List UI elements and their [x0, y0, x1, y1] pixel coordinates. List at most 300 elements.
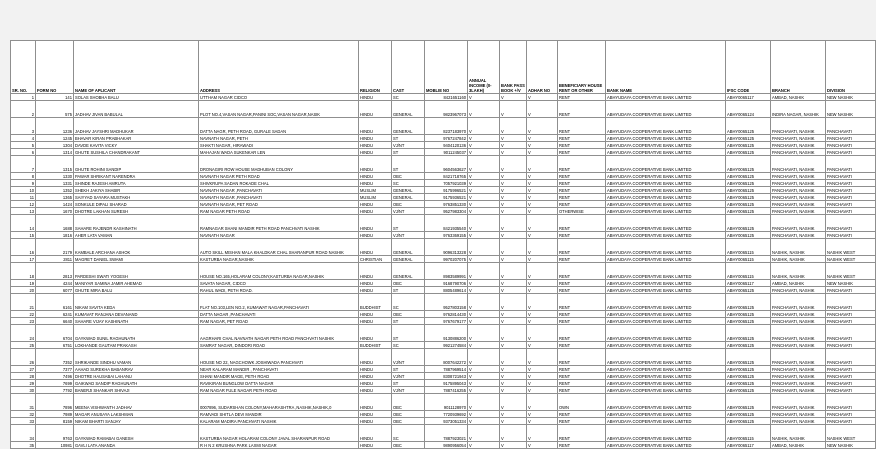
cell-ifsc-code[interactable]: ABHY0065125 [726, 349, 771, 366]
table-row[interactable] [11, 239, 876, 256]
cell-beneficiary[interactable]: RENT [558, 318, 606, 325]
cell-bank-name[interactable]: ABHYUDAYA COOPERATIVE BANK LIMITED [606, 232, 726, 239]
cell-annual-income[interactable]: V [468, 101, 500, 118]
cell-beneficiary[interactable]: RENT [558, 349, 606, 366]
cell-ifsc-code[interactable]: ABHY0065125 [726, 135, 771, 142]
cell-beneficiary[interactable]: OWN [558, 394, 606, 411]
cell-division[interactable]: PANCHAVATI [826, 187, 876, 194]
cell-division[interactable]: PANCHAVATI [826, 387, 876, 394]
cell-mobile-no[interactable]: 8237183970 [425, 118, 468, 135]
cell-sr-no[interactable]: 23 [11, 318, 36, 325]
cell-bank-name[interactable]: ABHYUDAYA COOPERATIVE BANK LIMITED [606, 256, 726, 263]
cell-division[interactable]: PANCHAVATI [826, 373, 876, 380]
cell-religion[interactable]: BUDDHIST [359, 294, 392, 311]
cell-name[interactable]: JADHAV JAYSHRI MADHUKAR [74, 118, 199, 135]
cell-bank-pass-book[interactable]: V [500, 180, 527, 187]
cell-name[interactable]: DHOTRE HAUSABAI LAHANU [74, 373, 199, 380]
cell-mobile-no[interactable]: 9767247842 [425, 135, 468, 142]
cell-branch[interactable]: NASHIK, NASHIK [771, 263, 826, 280]
cell-branch[interactable]: PANCHAVATI, NASHIK [771, 180, 826, 187]
cell-bank-name[interactable]: ABHYUDAYA COOPERATIVE BANK LIMITED [606, 239, 726, 256]
cell-adhar-no[interactable]: V [527, 94, 558, 101]
cell-division[interactable]: PANCHAVATI [826, 173, 876, 180]
cell-ifsc-code[interactable]: ABHY0065125 [726, 215, 771, 232]
cell-cast[interactable]: OBC [392, 394, 425, 411]
cell-form-no[interactable]: 7496 [36, 373, 74, 380]
cell-division[interactable]: PANCHAVATI [826, 118, 876, 135]
table-row[interactable] [11, 173, 876, 180]
cell-adhar-no[interactable]: V [527, 342, 558, 349]
cell-annual-income[interactable]: V [468, 263, 500, 280]
cell-adhar-no[interactable]: V [527, 325, 558, 342]
cell-adhar-no[interactable]: V [527, 418, 558, 425]
cell-address[interactable]: SAMRAT NAGAR, DINDORI ROAD [199, 342, 359, 349]
cell-form-no[interactable]: 1331 [36, 180, 74, 187]
cell-address[interactable]: FLAT NO.103,LEN NO.2, KUMAWAT NAGAR,PANCHAVATI [199, 294, 359, 311]
cell-name[interactable]: JADHAV JIVAN BABULAL [74, 101, 199, 118]
column-header-form-no[interactable]: FORM NO [36, 41, 74, 94]
cell-sr-no[interactable]: 13 [11, 208, 36, 215]
cell-sr-no[interactable]: 22 [11, 311, 36, 318]
cell-form-no[interactable]: 6704 [36, 325, 74, 342]
cell-annual-income[interactable]: V [468, 232, 500, 239]
cell-ifsc-code[interactable]: ABHY0065125 [726, 180, 771, 187]
cell-sr-no[interactable]: 30 [11, 387, 36, 394]
cell-bank-name[interactable]: ABHYUDAYA COOPERATIVE BANK LIMITED [606, 318, 726, 325]
cell-name[interactable]: AAHAD SUREKHA BABANRAV [74, 366, 199, 373]
cell-branch[interactable]: NASHIK, NASHIK [771, 256, 826, 263]
cell-mobile-no[interactable]: 9604563627 [425, 156, 468, 173]
cell-beneficiary[interactable]: RENT [558, 418, 606, 425]
cell-name[interactable]: GHUTE ROHINI SANDIP [74, 156, 199, 173]
cell-beneficiary[interactable]: RENT [558, 239, 606, 256]
cell-ifsc-code[interactable]: ABHY0065125 [726, 187, 771, 194]
table-row[interactable] [11, 263, 876, 280]
cell-beneficiary[interactable]: RENT [558, 380, 606, 387]
cell-bank-pass-book[interactable]: V [500, 373, 527, 380]
cell-annual-income[interactable]: V [468, 201, 500, 208]
cell-annual-income[interactable]: V [468, 173, 500, 180]
cell-annual-income[interactable]: V [468, 380, 500, 387]
cell-division[interactable]: PANCHAVATI [826, 142, 876, 149]
cell-ifsc-code[interactable]: ABHY0065125 [726, 118, 771, 135]
cell-religion[interactable]: HINDU [359, 135, 392, 142]
cell-adhar-no[interactable]: V [527, 425, 558, 442]
column-header-address[interactable]: ADDRESS [199, 41, 359, 94]
cell-mobile-no[interactable]: 8983589991 [425, 263, 468, 280]
cell-adhar-no[interactable]: V [527, 101, 558, 118]
cell-bank-name[interactable]: ABHYUDAYA COOPERATIVE BANK LIMITED [606, 294, 726, 311]
cell-bank-pass-book[interactable]: V [500, 418, 527, 425]
cell-bank-name[interactable]: ABHYUDAYA COOPERATIVE BANK LIMITED [606, 342, 726, 349]
cell-mobile-no[interactable]: 7887416255 [425, 387, 468, 394]
cell-annual-income[interactable]: V [468, 180, 500, 187]
cell-adhar-no[interactable]: V [527, 280, 558, 287]
cell-division[interactable]: NEW NASHIK [826, 94, 876, 101]
cell-religion[interactable]: HINDU [359, 425, 392, 442]
cell-beneficiary[interactable]: RENT [558, 101, 606, 118]
cell-branch[interactable]: PANCHAVATI, NASHIK [771, 215, 826, 232]
cell-address[interactable]: R H N 2 KRUSHNA PARK LAXMI NAGAR [199, 442, 359, 449]
cell-sr-no[interactable]: 5 [11, 142, 36, 149]
cell-annual-income[interactable]: V [468, 142, 500, 149]
cell-cast[interactable]: OBC [392, 173, 425, 180]
cell-cast[interactable]: GENERAL [392, 263, 425, 280]
cell-adhar-no[interactable]: V [527, 215, 558, 232]
cell-cast[interactable]: GENERAL [392, 101, 425, 118]
cell-address[interactable]: NAVNATH NAGAR ,PANCHAVATI [199, 187, 359, 194]
cell-bank-name[interactable]: ABHYUDAYA COOPERATIVE BANK LIMITED [606, 208, 726, 215]
cell-cast[interactable]: SC [392, 425, 425, 442]
cell-name[interactable]: GHUTE MIRA BALU [74, 287, 199, 294]
cell-division[interactable]: PANCHAVATI [826, 342, 876, 349]
table-row[interactable] [11, 208, 876, 215]
cell-mobile-no[interactable]: 9096313228 [425, 239, 468, 256]
table-row[interactable] [11, 232, 876, 239]
cell-sr-no[interactable]: 8 [11, 173, 36, 180]
cell-address[interactable]: NAVNATH NAGAR, PETH [199, 135, 359, 142]
table-row[interactable] [11, 215, 876, 232]
cell-bank-name[interactable]: ABHYUDAYA COOPERATIVE BANK LIMITED [606, 442, 726, 449]
cell-bank-name[interactable]: ABHYUDAYA COOPERATIVE BANK LIMITED [606, 201, 726, 208]
cell-adhar-no[interactable]: V [527, 349, 558, 366]
cell-religion[interactable]: HINDU [359, 311, 392, 318]
cell-adhar-no[interactable]: V [527, 287, 558, 294]
cell-religion[interactable]: HINDU [359, 349, 392, 366]
cell-bank-name[interactable]: ABHYUDAYA COOPERATIVE BANK LIMITED [606, 135, 726, 142]
column-header-bank-name[interactable]: BANK NAME [606, 41, 726, 94]
cell-ifsc-code[interactable]: ABHY0065125 [726, 418, 771, 425]
cell-cast[interactable]: SC [392, 342, 425, 349]
cell-branch[interactable]: PANCHAVATI, NASHIK [771, 294, 826, 311]
table-row[interactable] [11, 180, 876, 187]
cell-sr-no[interactable]: 17 [11, 256, 36, 263]
cell-cast[interactable]: ST [392, 325, 425, 342]
cell-beneficiary[interactable]: RENT [558, 311, 606, 318]
cell-branch[interactable]: PANCHAVATI, NASHIK [771, 342, 826, 349]
cell-religion[interactable]: HINDU [359, 387, 392, 394]
cell-mobile-no[interactable]: 9175996521 [425, 187, 468, 194]
cell-adhar-no[interactable]: V [527, 263, 558, 280]
table-row[interactable] [11, 342, 876, 349]
cell-bank-pass-book[interactable]: V [500, 142, 527, 149]
cell-mobile-no[interactable]: 8421718765 [425, 173, 468, 180]
column-header-division[interactable]: DIVISION [826, 41, 876, 94]
cell-mobile-no[interactable]: 9527803158 [425, 294, 468, 311]
cell-ifsc-code[interactable]: ABHY0065125 [726, 194, 771, 201]
cell-bank-name[interactable]: ABHYUDAYA COOPERATIVE BANK LIMITED [606, 149, 726, 156]
cell-sr-no[interactable]: 29 [11, 380, 36, 387]
cell-mobile-no[interactable]: 9921274584 [425, 342, 468, 349]
cell-branch[interactable]: PANCHAVATI, NASHIK [771, 411, 826, 418]
cell-bank-pass-book[interactable]: V [500, 325, 527, 342]
cell-address[interactable]: AUTO SKILL MISHAN MALA KHALDKAR CHAL SHARANPUR ROAD NASHIK [199, 239, 359, 256]
cell-mobile-no[interactable]: 9527983304 [425, 208, 468, 215]
cell-ifsc-code[interactable]: ABHY0065125 [726, 208, 771, 215]
cell-religion[interactable]: HINDU [359, 94, 392, 101]
cell-division[interactable]: PANCHAVATI [826, 201, 876, 208]
cell-bank-name[interactable]: ABHYUDAYA COOPERATIVE BANK LIMITED [606, 394, 726, 411]
cell-form-no[interactable]: 1315 [36, 156, 74, 173]
cell-bank-pass-book[interactable]: V [500, 135, 527, 142]
cell-cast[interactable]: VJ/NT [392, 349, 425, 366]
cell-form-no[interactable]: 4244 [36, 280, 74, 287]
cell-division[interactable]: PANCHAVATI [826, 180, 876, 187]
cell-religion[interactable]: HINDU [359, 201, 392, 208]
cell-address[interactable]: NAVNATH NAGAR [199, 232, 359, 239]
cell-address[interactable]: PLOT NO.4,VASAN NAGAR,PANINI SOC,VASAN NAGAR,NASIK [199, 101, 359, 118]
cell-mobile-no[interactable]: 8007642272 [425, 349, 468, 366]
cell-mobile-no[interactable]: 7720939692 [425, 411, 468, 418]
cell-address[interactable]: DATTA NAGAR ,PANCHAVATI [199, 311, 359, 318]
cell-division[interactable]: PANCHAVATI [826, 411, 876, 418]
cell-address[interactable]: KASTURBA NAGAR,NASHIK [199, 256, 359, 263]
cell-cast[interactable]: GENERAL [392, 256, 425, 263]
cell-branch[interactable]: PANCHAVATI, NASHIK [771, 118, 826, 135]
cell-address[interactable]: RAVIKIRAN BUNGLOW DATTA NAGAR [199, 380, 359, 387]
cell-bank-pass-book[interactable]: V [500, 215, 527, 232]
cell-mobile-no[interactable]: 9011128970 [425, 394, 468, 411]
cell-adhar-no[interactable]: V [527, 294, 558, 311]
cell-cast[interactable]: GENERAL [392, 239, 425, 256]
cell-adhar-no[interactable]: V [527, 208, 558, 215]
cell-religion[interactable]: BUDDHIST [359, 342, 392, 349]
cell-form-no[interactable]: 141 [36, 94, 74, 101]
cell-cast[interactable]: OBC [392, 280, 425, 287]
cell-sr-no[interactable]: 10 [11, 187, 36, 194]
cell-religion[interactable]: HINDU [359, 180, 392, 187]
cell-annual-income[interactable]: V [468, 411, 500, 418]
cell-form-no[interactable]: 6077 [36, 287, 74, 294]
cell-mobile-no[interactable]: 9762814430 [425, 311, 468, 318]
cell-branch[interactable]: PANCHAVATI, NASHIK [771, 366, 826, 373]
table-row[interactable] [11, 156, 876, 173]
cell-mobile-no[interactable]: 9175936521 [425, 194, 468, 201]
cell-religion[interactable]: HINDU [359, 215, 392, 232]
cell-annual-income[interactable]: V [468, 149, 500, 156]
cell-ifsc-code[interactable]: ABHY0065117 [726, 442, 771, 449]
cell-cast[interactable]: GENERAL [392, 187, 425, 194]
cell-branch[interactable]: PANCHAVATI, NASHIK [771, 418, 826, 425]
cell-name[interactable]: SAHARE VIJAY KASHINATH [74, 318, 199, 325]
cell-branch[interactable]: AMBAD, NASHIK [771, 442, 826, 449]
cell-division[interactable]: NEW NASHIK [826, 280, 876, 287]
cell-bank-name[interactable]: ABHYUDAYA COOPERATIVE BANK LIMITED [606, 366, 726, 373]
cell-name[interactable]: SHEKH JAKIYA SHABIR [74, 187, 199, 194]
cell-sr-no[interactable]: 15 [11, 232, 36, 239]
cell-religion[interactable]: HINDU [359, 208, 392, 215]
table-row[interactable] [11, 311, 876, 318]
cell-cast[interactable]: ST [392, 215, 425, 232]
cell-bank-pass-book[interactable]: V [500, 349, 527, 366]
cell-annual-income[interactable]: V [468, 366, 500, 373]
cell-form-no[interactable]: 7699 [36, 380, 74, 387]
cell-beneficiary[interactable]: RENT [558, 118, 606, 135]
table-row[interactable] [11, 366, 876, 373]
cell-cast[interactable]: ST [392, 156, 425, 173]
table-row[interactable] [11, 411, 876, 418]
cell-cast[interactable]: SC [392, 294, 425, 311]
cell-address[interactable]: RAMVADI SHITLA DEVI MANDIR [199, 411, 359, 418]
cell-branch[interactable]: PANCHAVATI, NASHIK [771, 135, 826, 142]
cell-sr-no[interactable]: 16 [11, 239, 36, 256]
cell-bank-name[interactable]: ABHYUDAYA COOPERATIVE BANK LIMITED [606, 325, 726, 342]
cell-division[interactable]: PANCHAVATI [826, 366, 876, 373]
cell-address[interactable]: NAVNATH NAGAR, PET ROAD [199, 201, 359, 208]
cell-branch[interactable]: PANCHAVATI, NASHIK [771, 325, 826, 342]
cell-religion[interactable]: MUSLIM [359, 194, 392, 201]
cell-annual-income[interactable]: V [468, 325, 500, 342]
cell-division[interactable]: PANCHAVATI [826, 380, 876, 387]
cell-form-no[interactable]: 8159 [36, 418, 74, 425]
cell-form-no[interactable]: 7896 [36, 394, 74, 411]
cell-sr-no[interactable]: 31 [11, 394, 36, 411]
table-row[interactable] [11, 187, 876, 194]
cell-division[interactable]: PANCHAVATI [826, 208, 876, 215]
cell-mobile-no[interactable]: 9763851330 [425, 201, 468, 208]
cell-name[interactable]: SAIYYAD SAYARA MUSTAKH [74, 194, 199, 201]
cell-adhar-no[interactable]: V [527, 411, 558, 418]
cell-mobile-no[interactable]: 9970207075 [425, 256, 468, 263]
cell-branch[interactable]: PANCHAVATI, NASHIK [771, 380, 826, 387]
cell-branch[interactable]: NASHIK, NASHIK [771, 239, 826, 256]
cell-annual-income[interactable]: V [468, 187, 500, 194]
column-header-ifsc-code[interactable]: IFSC CODE [726, 41, 771, 94]
cell-division[interactable]: NASHIK WEST [826, 425, 876, 442]
cell-division[interactable]: PANCHAVATI [826, 287, 876, 294]
cell-address[interactable]: DRONAGIRI ROW HOUSE MADHUBAN COLONY [199, 156, 359, 173]
cell-name[interactable]: BHAVAR KIRAN PRABHAKAR [74, 135, 199, 142]
cell-address[interactable]: NAVNATH NAGAR PETH ROAD [199, 173, 359, 180]
cell-bank-pass-book[interactable]: V [500, 366, 527, 373]
cell-beneficiary[interactable]: RENT [558, 366, 606, 373]
cell-cast[interactable]: VJ/NT [392, 232, 425, 239]
cell-sr-no[interactable]: 7 [11, 156, 36, 173]
cell-name[interactable]: GAVLI LATA ANANDA [74, 442, 199, 449]
cell-mobile-no[interactable]: 8308721943 [425, 373, 468, 380]
cell-division[interactable]: NASHIK WEST [826, 239, 876, 256]
cell-form-no[interactable]: 1304 [36, 142, 74, 149]
cell-division[interactable]: NASHIK WEST [826, 256, 876, 263]
cell-adhar-no[interactable]: V [527, 180, 558, 187]
cell-religion[interactable]: HINDU [359, 373, 392, 380]
cell-ifsc-code[interactable]: ABHY0065115 [726, 263, 771, 280]
column-header-name[interactable]: NAME OF APLICANT [74, 41, 199, 94]
cell-annual-income[interactable]: V [468, 194, 500, 201]
cell-mobile-no[interactable]: 9404120136 [425, 142, 468, 149]
cell-cast[interactable]: OBC [392, 311, 425, 318]
cell-bank-name[interactable]: ABHYUDAYA COOPERATIVE BANK LIMITED [606, 373, 726, 380]
cell-sr-no[interactable]: 33 [11, 418, 36, 425]
cell-adhar-no[interactable]: V [527, 232, 558, 239]
cell-cast[interactable]: ST [392, 149, 425, 156]
cell-sr-no[interactable]: 27 [11, 366, 36, 373]
cell-bank-name[interactable]: ABHYUDAYA COOPERATIVE BANK LIMITED [606, 194, 726, 201]
cell-ifsc-code[interactable]: ABHY0065117 [726, 94, 771, 101]
cell-beneficiary[interactable]: RENT [558, 294, 606, 311]
cell-address[interactable]: SHIVKRUPA SADAN ROKADE CHAL [199, 180, 359, 187]
cell-name[interactable]: SHRIKANDE SINDHU VAMAN [74, 349, 199, 366]
cell-division[interactable]: PANCHAVATI [826, 232, 876, 239]
cell-mobile-no[interactable]: 9763369155 [425, 232, 468, 239]
cell-mobile-no[interactable]: 7057921039 [425, 180, 468, 187]
cell-religion[interactable]: CHRISTIAN [359, 256, 392, 263]
table-row[interactable] [11, 287, 876, 294]
cell-ifsc-code[interactable]: ABHY0065115 [726, 256, 771, 263]
cell-adhar-no[interactable]: V [527, 366, 558, 373]
cell-name[interactable]: KAMBALE ARCHANA ASHOK [74, 239, 199, 256]
cell-religion[interactable]: HINDU [359, 325, 392, 342]
cell-branch[interactable]: PANCHAVATI, NASHIK [771, 208, 826, 215]
cell-religion[interactable]: HINDU [359, 173, 392, 180]
cell-address[interactable]: KASTURBA NAGAR HOLARAM COLONY JAVAL SHARANPUR ROAD [199, 425, 359, 442]
cell-division[interactable]: PANCHAVATI [826, 135, 876, 142]
cell-religion[interactable]: HINDU [359, 394, 392, 411]
cell-bank-pass-book[interactable]: V [500, 411, 527, 418]
table-row[interactable] [11, 425, 876, 442]
table-row[interactable] [11, 280, 876, 287]
column-header-adhar-no[interactable]: ADHAR NO [527, 41, 558, 94]
cell-branch[interactable]: AMBAD, NASHIK [771, 280, 826, 287]
cell-cast[interactable]: OBC [392, 411, 425, 418]
cell-address[interactable]: SAVATA NAGAR, CIDCO [199, 280, 359, 287]
cell-annual-income[interactable]: V [468, 256, 500, 263]
cell-beneficiary[interactable]: RENT [558, 373, 606, 380]
cell-form-no[interactable]: 1670 [36, 208, 74, 215]
cell-division[interactable]: PANCHAVATI [826, 194, 876, 201]
cell-mobile-no[interactable]: 9175895043 [425, 380, 468, 387]
cell-annual-income[interactable]: V [468, 215, 500, 232]
cell-mobile-no[interactable]: 8805489614 [425, 287, 468, 294]
cell-address[interactable]: SHANI MANDIR MAGE, PETH ROAD [199, 373, 359, 380]
cell-ifsc-code[interactable]: ABHY0065125 [726, 366, 771, 373]
cell-adhar-no[interactable]: V [527, 149, 558, 156]
cell-address[interactable]: UTTHAM NAGAR CIDCO [199, 94, 359, 101]
cell-religion[interactable]: HINDU [359, 232, 392, 239]
table-row[interactable] [11, 349, 876, 366]
cell-division[interactable]: PANCHAVATI [826, 418, 876, 425]
cell-annual-income[interactable]: V [468, 349, 500, 366]
cell-religion[interactable]: HINDU [359, 442, 392, 449]
cell-religion[interactable]: HINDU [359, 366, 392, 373]
cell-bank-name[interactable]: ABHYUDAYA COOPERATIVE BANK LIMITED [606, 387, 726, 394]
cell-division[interactable]: NEW NASHIK [826, 101, 876, 118]
table-row[interactable] [11, 442, 876, 449]
cell-name[interactable]: AHER LATA VAMAN [74, 232, 199, 239]
cell-form-no[interactable]: 1688 [36, 215, 74, 232]
cell-name[interactable]: GAIKWAD SANDIP RAGHUNATH [74, 380, 199, 387]
cell-bank-pass-book[interactable]: V [500, 194, 527, 201]
table-row[interactable] [11, 94, 876, 101]
cell-adhar-no[interactable]: V [527, 311, 558, 318]
cell-name[interactable]: GHUTE SUSHILA CHANDRAKANT [74, 149, 199, 156]
cell-bank-pass-book[interactable]: V [500, 208, 527, 215]
cell-bank-name[interactable]: ABHYUDAYA COOPERATIVE BANK LIMITED [606, 349, 726, 366]
cell-bank-pass-book[interactable]: V [500, 342, 527, 349]
cell-ifsc-code[interactable]: ABHY0065117 [726, 280, 771, 287]
cell-bank-pass-book[interactable]: V [500, 232, 527, 239]
cell-form-no[interactable]: 6751 [36, 342, 74, 349]
cell-mobile-no[interactable]: 9890956054 [425, 442, 468, 449]
cell-beneficiary[interactable]: RENT [558, 425, 606, 442]
cell-address[interactable]: RAHUL WADI, PETH ROAD. [199, 287, 359, 294]
cell-branch[interactable]: PANCHAVATI, NASHIK [771, 373, 826, 380]
cell-division[interactable]: PANCHAVATI [826, 156, 876, 173]
cell-branch[interactable]: PANCHAVATI, NASHIK [771, 232, 826, 239]
table-row[interactable] [11, 101, 876, 118]
cell-branch[interactable]: PANCHAVATI, NASHIK [771, 394, 826, 411]
cell-beneficiary[interactable]: RENT [558, 135, 606, 142]
